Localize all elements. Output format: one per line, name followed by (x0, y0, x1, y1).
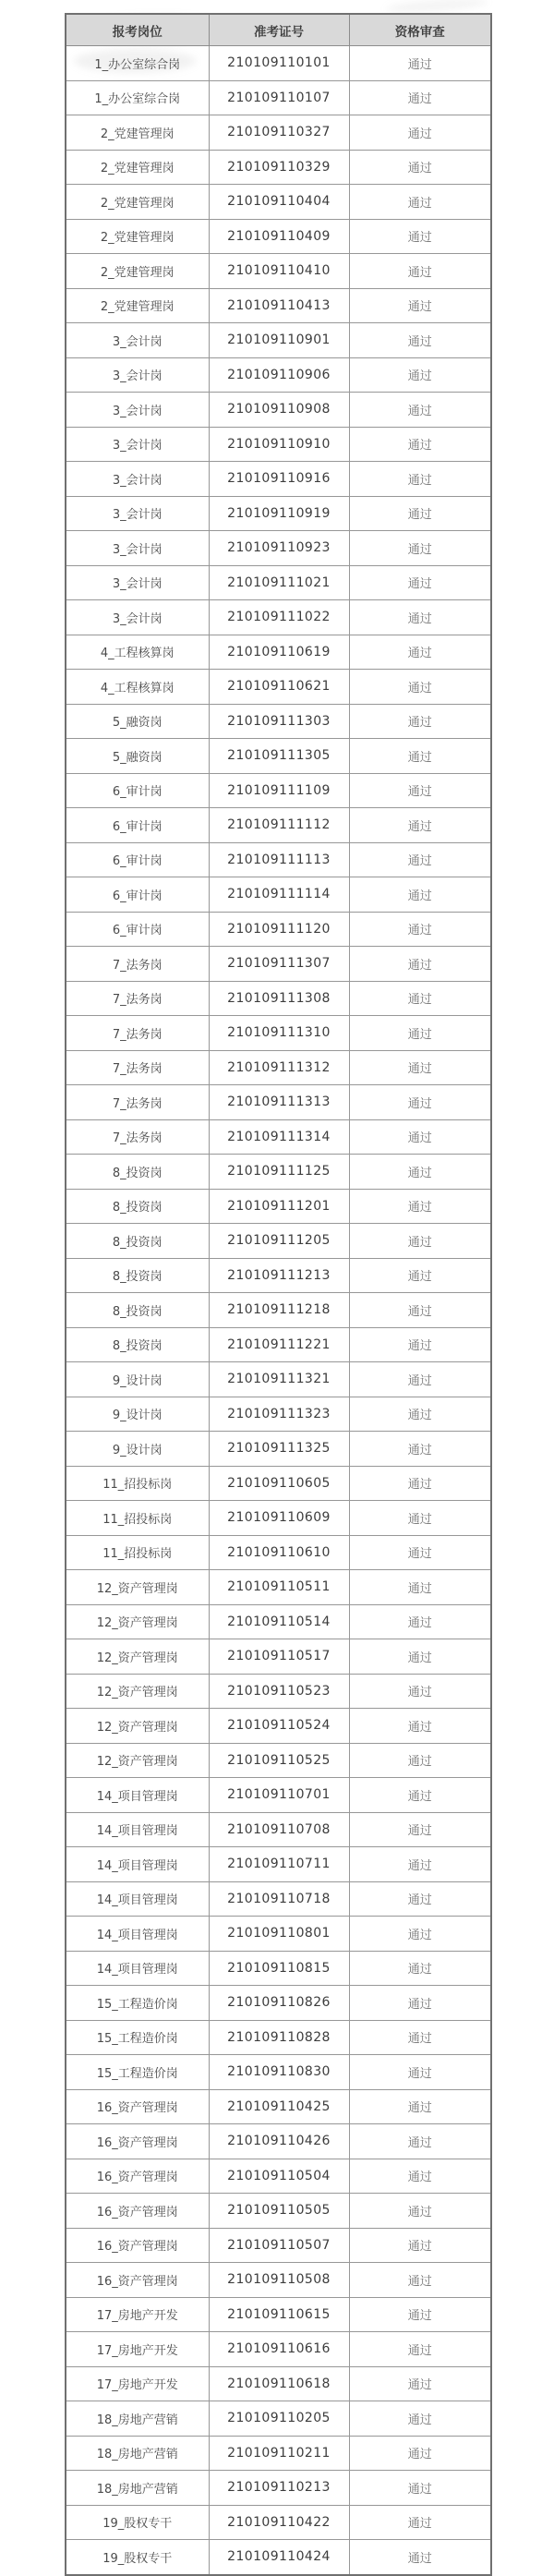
status-cell: 通过 (349, 185, 491, 220)
table-header-row (66, 14, 491, 46)
position-cell: 8_投资岗 (66, 1155, 209, 1190)
table-row (66, 1016, 491, 1051)
position-cell: 7_法务岗 (66, 1050, 209, 1085)
status-cell: 通过 (349, 1466, 491, 1501)
ticket-number-cell: 210109110410 (209, 254, 349, 289)
ticket-number-cell: 210109111313 (209, 1085, 349, 1120)
position-cell: 11_招投标岗 (66, 1466, 209, 1501)
table-row (66, 739, 491, 774)
table-row (66, 2297, 491, 2332)
ticket-number-cell: 210109111112 (209, 808, 349, 843)
ticket-number-cell: 210109111113 (209, 842, 349, 877)
ticket-number-cell: 210109110618 (209, 2366, 349, 2401)
position-cell: 3_会计岗 (66, 496, 209, 531)
status-cell: 通过 (349, 912, 491, 947)
status-cell: 通过 (349, 635, 491, 670)
status-cell: 通过 (349, 739, 491, 774)
ticket-number-cell: 210109110211 (209, 2436, 349, 2471)
ticket-number-cell: 210109110107 (209, 80, 349, 115)
position-cell: 7_法务岗 (66, 1085, 209, 1120)
ticket-number-cell: 210109110517 (209, 1639, 349, 1675)
status-cell: 通过 (349, 288, 491, 323)
table-row (66, 1847, 491, 1882)
position-cell: 12_资产管理岗 (66, 1570, 209, 1605)
position-cell: 15_工程造价岗 (66, 1986, 209, 2021)
position-cell: 12_资产管理岗 (66, 1709, 209, 1744)
status-cell: 通过 (349, 2332, 491, 2367)
position-cell: 3_会计岗 (66, 462, 209, 497)
position-cell: 12_资产管理岗 (66, 1639, 209, 1675)
table-row (66, 1119, 491, 1155)
position-cell: 12_资产管理岗 (66, 1674, 209, 1709)
ticket-number-cell: 210109111022 (209, 600, 349, 635)
ticket-number-cell: 210109110701 (209, 1778, 349, 1813)
status-cell: 通过 (349, 462, 491, 497)
status-cell: 通过 (349, 2263, 491, 2298)
status-cell: 通过 (349, 2366, 491, 2401)
results-table-body (66, 46, 491, 2575)
position-cell: 2_党建管理岗 (66, 254, 209, 289)
position-cell: 4_工程核算岗 (66, 670, 209, 705)
status-cell: 通过 (349, 600, 491, 635)
status-cell: 通过 (349, 150, 491, 185)
status-cell: 通过 (349, 773, 491, 808)
table-row (66, 357, 491, 393)
ticket-number-cell: 210109110409 (209, 219, 349, 254)
position-cell: 8_投资岗 (66, 1258, 209, 1293)
ticket-number-cell: 210109110923 (209, 531, 349, 566)
status-cell: 通过 (349, 496, 491, 531)
status-cell: 通过 (349, 2194, 491, 2229)
ticket-number-cell: 210109110525 (209, 1743, 349, 1778)
table-row (66, 150, 491, 185)
status-cell: 通过 (349, 1535, 491, 1570)
table-row (66, 1881, 491, 1917)
status-cell: 通过 (349, 1570, 491, 1605)
position-cell: 7_法务岗 (66, 981, 209, 1016)
status-cell: 通过 (349, 1812, 491, 1847)
status-cell: 通过 (349, 1709, 491, 1744)
ticket-number-cell: 210109110413 (209, 288, 349, 323)
table-row (66, 531, 491, 566)
position-cell: 16_资产管理岗 (66, 2263, 209, 2298)
ticket-number-cell: 210109110828 (209, 2020, 349, 2055)
ticket-number-cell: 210109110511 (209, 1570, 349, 1605)
ticket-number-cell: 210109110426 (209, 2124, 349, 2159)
table-row (66, 1743, 491, 1778)
ticket-number-cell: 210109111325 (209, 1432, 349, 1467)
table-row (66, 2020, 491, 2055)
position-cell: 18_房地产营销 (66, 2471, 209, 2506)
position-cell: 2_党建管理岗 (66, 219, 209, 254)
status-cell: 通过 (349, 254, 491, 289)
ticket-number-cell: 210109110508 (209, 2263, 349, 2298)
position-cell: 2_党建管理岗 (66, 150, 209, 185)
ticket-number-cell: 210109111114 (209, 877, 349, 913)
table-row (66, 635, 491, 670)
position-cell: 3_会计岗 (66, 531, 209, 566)
table-row (66, 219, 491, 254)
ticket-number-cell: 210109110610 (209, 1535, 349, 1570)
status-cell: 通过 (349, 1674, 491, 1709)
position-cell: 14_项目管理岗 (66, 1881, 209, 1917)
position-cell: 1_办公室综合岗 (66, 46, 209, 81)
table-row (66, 393, 491, 428)
ticket-number-cell: 210109110815 (209, 1951, 349, 1986)
table-row (66, 462, 491, 497)
status-cell: 通过 (349, 393, 491, 428)
table-row (66, 1951, 491, 1986)
table-row (66, 565, 491, 600)
status-cell: 通过 (349, 2471, 491, 2506)
ticket-number-cell: 210109110910 (209, 427, 349, 462)
position-cell: 11_招投标岗 (66, 1501, 209, 1536)
table-row (66, 1397, 491, 1432)
table-row (66, 1535, 491, 1570)
table-row (66, 947, 491, 982)
position-cell: 3_会计岗 (66, 600, 209, 635)
ticket-number-cell: 210109110830 (209, 2055, 349, 2090)
status-cell: 通过 (349, 1986, 491, 2021)
status-cell: 通过 (349, 842, 491, 877)
status-cell: 通过 (349, 2505, 491, 2540)
status-cell: 通过 (349, 531, 491, 566)
position-cell: 16_资产管理岗 (66, 2228, 209, 2263)
position-cell: 8_投资岗 (66, 1224, 209, 1259)
table-row (66, 1986, 491, 2021)
ticket-number-cell: 210109111323 (209, 1397, 349, 1432)
status-cell: 通过 (349, 2055, 491, 2090)
ticket-number-cell: 210109110524 (209, 1709, 349, 1744)
status-cell: 通过 (349, 357, 491, 393)
position-cell: 16_资产管理岗 (66, 2159, 209, 2194)
table-row (66, 427, 491, 462)
table-row (66, 254, 491, 289)
table-row (66, 2263, 491, 2298)
position-cell: 3_会计岗 (66, 357, 209, 393)
table-row (66, 1466, 491, 1501)
position-cell: 2_党建管理岗 (66, 115, 209, 151)
ticket-number-cell: 210109111213 (209, 1258, 349, 1293)
status-cell: 通过 (349, 1847, 491, 1882)
ticket-number-cell: 210109110616 (209, 2332, 349, 2367)
table-row (66, 704, 491, 739)
status-cell: 通过 (349, 1155, 491, 1190)
table-row (66, 842, 491, 877)
table-row (66, 1258, 491, 1293)
table-row (66, 2159, 491, 2194)
table-row (66, 912, 491, 947)
position-cell: 14_项目管理岗 (66, 1778, 209, 1813)
ticket-number-cell: 210109110329 (209, 150, 349, 185)
ticket-number-cell: 210109110523 (209, 1674, 349, 1709)
table-row (66, 1639, 491, 1675)
table-row (66, 2228, 491, 2263)
ticket-number-cell: 210109111303 (209, 704, 349, 739)
ticket-number-cell: 210109111307 (209, 947, 349, 982)
ticket-number-cell: 210109110504 (209, 2159, 349, 2194)
ticket-number-cell: 210109110901 (209, 323, 349, 358)
status-cell: 通过 (349, 1432, 491, 1467)
position-cell: 17_房地产开发 (66, 2366, 209, 2401)
ticket-number-cell: 210109110514 (209, 1604, 349, 1639)
position-cell: 6_审计岗 (66, 808, 209, 843)
table-row (66, 877, 491, 913)
status-cell: 通过 (349, 2124, 491, 2159)
position-cell: 16_资产管理岗 (66, 2124, 209, 2159)
ticket-number-cell: 210109111221 (209, 1327, 349, 1362)
status-cell: 通过 (349, 1881, 491, 1917)
position-cell: 3_会计岗 (66, 393, 209, 428)
ticket-number-cell: 210109111314 (209, 1119, 349, 1155)
status-cell: 通过 (349, 115, 491, 151)
ticket-number-cell: 210109110404 (209, 185, 349, 220)
position-cell: 14_项目管理岗 (66, 1917, 209, 1952)
position-cell: 5_融资岗 (66, 739, 209, 774)
position-cell: 17_房地产开发 (66, 2297, 209, 2332)
position-cell: 3_会计岗 (66, 427, 209, 462)
status-cell: 通过 (349, 1778, 491, 1813)
ticket-number-cell: 210109110711 (209, 1847, 349, 1882)
position-cell: 14_项目管理岗 (66, 1847, 209, 1882)
status-cell: 通过 (349, 2436, 491, 2471)
position-cell: 14_项目管理岗 (66, 1951, 209, 1986)
table-row (66, 808, 491, 843)
status-cell: 通过 (349, 2540, 491, 2575)
position-cell: 4_工程核算岗 (66, 635, 209, 670)
table-row (66, 1327, 491, 1362)
status-cell: 通过 (349, 46, 491, 81)
qualification-review-table (65, 13, 492, 2576)
position-cell: 3_会计岗 (66, 565, 209, 600)
ticket-number-cell: 210109111321 (209, 1362, 349, 1397)
position-cell: 6_审计岗 (66, 877, 209, 913)
table-row (66, 1293, 491, 1328)
position-cell: 1_办公室综合岗 (66, 80, 209, 115)
ticket-number-cell: 210109111312 (209, 1050, 349, 1085)
table-row (66, 2540, 491, 2575)
status-cell: 通过 (349, 670, 491, 705)
status-cell: 通过 (349, 808, 491, 843)
position-cell: 18_房地产营销 (66, 2401, 209, 2437)
status-cell: 通过 (349, 981, 491, 1016)
ticket-number-cell: 210109111218 (209, 1293, 349, 1328)
position-cell: 6_审计岗 (66, 842, 209, 877)
ticket-number-cell: 210109110507 (209, 2228, 349, 2263)
ticket-number-cell: 210109110801 (209, 1917, 349, 1952)
ticket-number-cell: 210109110615 (209, 2297, 349, 2332)
ticket-number-cell: 210109110718 (209, 1881, 349, 1917)
table-row (66, 1501, 491, 1536)
position-cell: 14_项目管理岗 (66, 1812, 209, 1847)
status-cell: 通过 (349, 877, 491, 913)
ticket-number-cell: 210109111305 (209, 739, 349, 774)
table-row (66, 1917, 491, 1952)
table-row (66, 115, 491, 151)
table-row (66, 2055, 491, 2090)
ticket-number-cell: 210109110916 (209, 462, 349, 497)
status-cell: 通过 (349, 2020, 491, 2055)
ticket-number-cell: 210109110826 (209, 1986, 349, 2021)
status-cell: 通过 (349, 1119, 491, 1155)
status-cell: 通过 (349, 1050, 491, 1085)
ticket-number-cell: 210109110621 (209, 670, 349, 705)
ticket-number-cell: 210109110906 (209, 357, 349, 393)
ticket-number-cell: 210109110609 (209, 1501, 349, 1536)
ticket-number-cell: 210109111308 (209, 981, 349, 1016)
position-cell: 6_审计岗 (66, 912, 209, 947)
table-row (66, 2505, 491, 2540)
table-row (66, 1085, 491, 1120)
ticket-number-cell: 210109110424 (209, 2540, 349, 2575)
position-cell: 2_党建管理岗 (66, 288, 209, 323)
status-cell: 通过 (349, 1293, 491, 1328)
table-row (66, 1812, 491, 1847)
ticket-number-cell: 210109111205 (209, 1224, 349, 1259)
ticket-number-cell: 210109110919 (209, 496, 349, 531)
table-row (66, 2366, 491, 2401)
position-cell: 16_资产管理岗 (66, 2089, 209, 2124)
position-cell: 7_法务岗 (66, 1119, 209, 1155)
position-cell: 3_会计岗 (66, 323, 209, 358)
table-row (66, 2124, 491, 2159)
table-row (66, 1604, 491, 1639)
position-cell: 15_工程造价岗 (66, 2020, 209, 2055)
status-cell: 通过 (349, 323, 491, 358)
table-row (66, 46, 491, 81)
ticket-number-cell: 210109110425 (209, 2089, 349, 2124)
header-ticket-number: 准考证号 (209, 14, 349, 46)
table-row (66, 1674, 491, 1709)
ticket-number-cell: 210109111125 (209, 1155, 349, 1190)
table-row (66, 1224, 491, 1259)
position-cell: 16_资产管理岗 (66, 2194, 209, 2229)
ticket-number-cell: 210109111310 (209, 1016, 349, 1051)
position-cell: 8_投资岗 (66, 1327, 209, 1362)
status-cell: 通过 (349, 80, 491, 115)
table-row (66, 981, 491, 1016)
status-cell: 通过 (349, 565, 491, 600)
ticket-number-cell: 210109110213 (209, 2471, 349, 2506)
table-row (66, 2401, 491, 2437)
position-cell: 6_审计岗 (66, 773, 209, 808)
ticket-number-cell: 210109110505 (209, 2194, 349, 2229)
table-row (66, 670, 491, 705)
table-row (66, 1570, 491, 1605)
ticket-number-cell: 210109110327 (209, 115, 349, 151)
status-cell: 通过 (349, 427, 491, 462)
table-row (66, 2471, 491, 2506)
status-cell: 通过 (349, 947, 491, 982)
status-cell: 通过 (349, 2401, 491, 2437)
status-cell: 通过 (349, 2159, 491, 2194)
position-cell: 7_法务岗 (66, 1016, 209, 1051)
ticket-number-cell: 210109110619 (209, 635, 349, 670)
header-position: 报考岗位 (66, 14, 209, 46)
header-qualification-review: 资格审查 (349, 14, 491, 46)
ticket-number-cell: 210109110101 (209, 46, 349, 81)
table-row (66, 1050, 491, 1085)
status-cell: 通过 (349, 1397, 491, 1432)
table-row (66, 185, 491, 220)
table-row (66, 600, 491, 635)
ticket-number-cell: 210109111109 (209, 773, 349, 808)
status-cell: 通过 (349, 1639, 491, 1675)
position-cell: 7_法务岗 (66, 947, 209, 982)
position-cell: 8_投资岗 (66, 1189, 209, 1224)
position-cell: 18_房地产营销 (66, 2436, 209, 2471)
status-cell: 通过 (349, 1224, 491, 1259)
table-row (66, 2089, 491, 2124)
ticket-number-cell: 210109110205 (209, 2401, 349, 2437)
position-cell: 9_设计岗 (66, 1362, 209, 1397)
table-row (66, 1155, 491, 1190)
status-cell: 通过 (349, 1189, 491, 1224)
table-row (66, 80, 491, 115)
ticket-number-cell: 210109110908 (209, 393, 349, 428)
status-cell: 通过 (349, 2297, 491, 2332)
position-cell: 15_工程造价岗 (66, 2055, 209, 2090)
position-cell: 9_设计岗 (66, 1432, 209, 1467)
table-row (66, 773, 491, 808)
table-row (66, 2332, 491, 2367)
status-cell: 通过 (349, 1362, 491, 1397)
ticket-number-cell: 210109111201 (209, 1189, 349, 1224)
status-cell: 通过 (349, 1743, 491, 1778)
position-cell: 12_资产管理岗 (66, 1743, 209, 1778)
position-cell: 19_股权专干 (66, 2540, 209, 2575)
ticket-number-cell: 210109110708 (209, 1812, 349, 1847)
table-row (66, 2436, 491, 2471)
status-cell: 通过 (349, 704, 491, 739)
status-cell: 通过 (349, 1327, 491, 1362)
status-cell: 通过 (349, 1917, 491, 1952)
position-cell: 19_股权专干 (66, 2505, 209, 2540)
status-cell: 通过 (349, 2228, 491, 2263)
status-cell: 通过 (349, 1085, 491, 1120)
table-row (66, 1362, 491, 1397)
table-row (66, 323, 491, 358)
ticket-number-cell: 210109110422 (209, 2505, 349, 2540)
position-cell: 12_资产管理岗 (66, 1604, 209, 1639)
ticket-number-cell: 210109111120 (209, 912, 349, 947)
table-row (66, 1709, 491, 1744)
position-cell: 5_融资岗 (66, 704, 209, 739)
position-cell: 17_房地产开发 (66, 2332, 209, 2367)
status-cell: 通过 (349, 219, 491, 254)
table-row (66, 2194, 491, 2229)
table-row (66, 1189, 491, 1224)
position-cell: 8_投资岗 (66, 1293, 209, 1328)
table-row (66, 288, 491, 323)
table-row (66, 1432, 491, 1467)
ticket-number-cell: 210109110605 (209, 1466, 349, 1501)
status-cell: 通过 (349, 2089, 491, 2124)
position-cell: 2_党建管理岗 (66, 185, 209, 220)
status-cell: 通过 (349, 1604, 491, 1639)
status-cell: 通过 (349, 1258, 491, 1293)
position-cell: 9_设计岗 (66, 1397, 209, 1432)
ticket-number-cell: 210109111021 (209, 565, 349, 600)
table-row (66, 496, 491, 531)
position-cell: 11_招投标岗 (66, 1535, 209, 1570)
status-cell: 通过 (349, 1951, 491, 1986)
status-cell: 通过 (349, 1501, 491, 1536)
table-row (66, 1778, 491, 1813)
status-cell: 通过 (349, 1016, 491, 1051)
